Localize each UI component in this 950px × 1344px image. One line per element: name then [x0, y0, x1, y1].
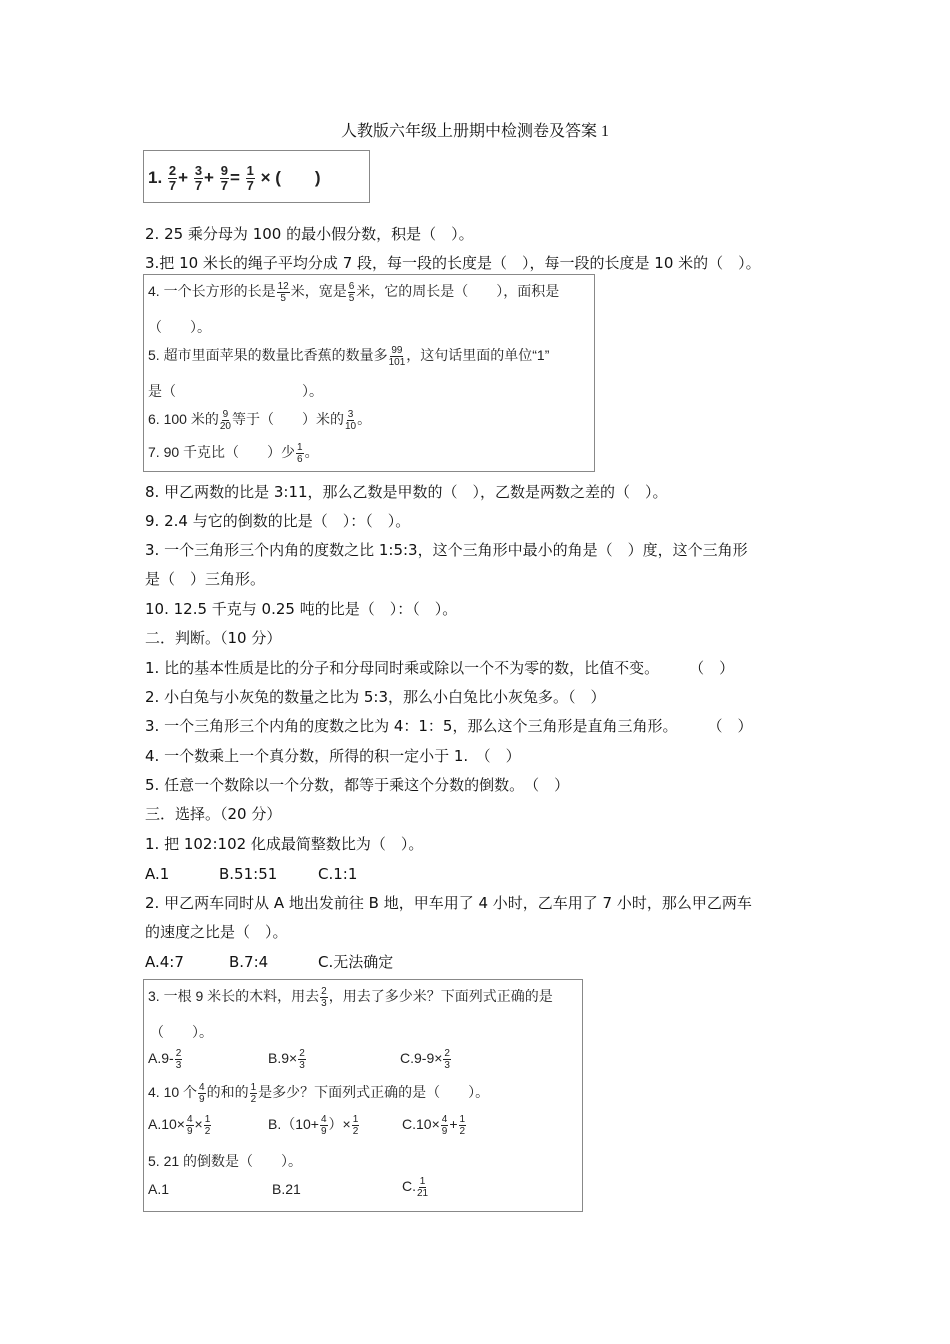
c4c-fraction-2: $\frac{1}{2}$ — [459, 1114, 466, 1137]
judge-3: 3. 一个三角形三个内角的度数之比为 4：1：5，那么这个三角形是直角三角形。 （ ） — [145, 717, 753, 735]
choice-3-continued: （ ）。 — [150, 1024, 213, 1040]
choice-4: 4. 10 个 $\frac{4}{9}$ 的和的 $\frac{1}{2}$ 是多少？下面列式正确的是（ ）。 — [148, 1082, 490, 1105]
choice-4-option-b: B.（10+ $\frac{4}{9}$ ）× $\frac{1}{2}$ — [268, 1114, 359, 1137]
choice-2-option-b: B.7:4 — [229, 953, 269, 971]
c3c-fraction: $\frac{2}{3}$ — [444, 1048, 450, 1071]
c4c-fraction-1: $\frac{4}{9}$ — [441, 1114, 448, 1137]
choice-3-option-c: C.9-9× $\frac{2}{3}$ — [400, 1048, 450, 1071]
choice-2: 2. 甲乙两车同时从 A 地出发前往 B 地，甲车用了 4 小时，乙车用了 7 小时，那么甲乙两车 — [145, 894, 752, 912]
c3a-fraction: $\frac{2}{3}$ — [175, 1048, 182, 1071]
q1-fraction-1: $\frac{2}{7}$ — [168, 163, 177, 194]
c3-fraction: $\frac{2}{3}$ — [321, 986, 327, 1009]
choice-3-option-a: A.9- $\frac{2}{3}$ — [148, 1048, 182, 1071]
choice-1: 1. 把 102:102 化成最简整数比为（ ）。 — [145, 835, 424, 853]
q1-fraction-4: $\frac{1}{7}$ — [246, 163, 254, 194]
c4a-fraction-2: $\frac{1}{2}$ — [204, 1114, 211, 1137]
question-10: 10. 12.5 千克与 0.25 吨的比是（ ）：（ ）。 — [145, 600, 458, 618]
choice-4-option-a: A.10× $\frac{4}{9}$ × $\frac{1}{2}$ — [148, 1114, 211, 1137]
question-4-continued: （ ）。 — [148, 319, 211, 335]
choice-2-option-a: A.4:7 — [145, 953, 184, 971]
question-4: 4. 一个长方形的长是 $\frac{12}{5}$ 米，宽是 $\frac{6}{5}$ 米，它的周长是（ ），面积是 — [148, 281, 560, 304]
q6-fraction-1: $\frac{9}{20}$ — [219, 409, 231, 432]
c4-fraction-2: $\frac{1}{2}$ — [250, 1082, 257, 1105]
choice-4-option-c: C.10× $\frac{4}{9}$ + $\frac{1}{2}$ — [402, 1114, 466, 1137]
judge-1: 1. 比的基本性质是比的分子和分母同时乘或除以一个不为零的数，比值不变。 （ ） — [145, 659, 735, 677]
judge-4: 4. 一个数乘上一个真分数，所得的积一定小于 1. （ ） — [145, 747, 521, 765]
judge-5: 5. 任意一个数除以一个分数，都等于乘这个分数的倒数。 （ ） — [145, 776, 570, 794]
c4-fraction-1: $\frac{4}{9}$ — [199, 1082, 205, 1105]
choice-1-option-b: B.51:51 — [219, 865, 278, 883]
choice-1-option-a: A.1 — [145, 865, 170, 883]
choice-5-option-c: C. $\frac{1}{21}$ — [402, 1176, 429, 1199]
q6-fraction-2: $\frac{3}{10}$ — [344, 409, 357, 432]
q5-fraction: $\frac{99}{101}$ — [388, 345, 406, 368]
q4-length-fraction: $\frac{12}{5}$ — [277, 281, 289, 304]
q1-number: 1. — [148, 168, 163, 187]
c3b-fraction: $\frac{2}{3}$ — [299, 1048, 305, 1071]
question-3: 3.把 10 米长的绳子平均分成 7 段，每一段的长度是（ ），每一段的长度是 10 米的（ ）。 — [145, 254, 761, 272]
section-judge-heading: 二．判断。（10 分） — [145, 629, 282, 647]
choice-5-option-b: B.21 — [272, 1181, 301, 1197]
question-7: 7. 90 千克比（ ）少 $\frac{1}{6}$ 。 — [148, 442, 319, 465]
q1-tail: × ( ) — [260, 168, 321, 187]
q1-fraction-2: $\frac{3}{7}$ — [194, 163, 203, 194]
q4-width-fraction: $\frac{6}{5}$ — [348, 281, 355, 304]
choice-3-option-b: B.9× $\frac{2}{3}$ — [268, 1048, 305, 1071]
question-5: 5. 超市里面苹果的数量比香蕉的数量多 $\frac{99}{101}$ ，这句话里面的单位“1” — [148, 345, 550, 368]
page-title: 人教版六年级上册期中检测卷及答案 1 — [340, 123, 609, 140]
c4b-fraction-2: $\frac{1}{2}$ — [352, 1114, 359, 1137]
q1-equation: 1. $\frac{2}{7}$ + $\frac{3}{7}$ + $\frac{9}{7}$ = $\frac{1}{7}$ × ( ) — [148, 163, 321, 194]
choice-5: 5. 21 的倒数是（ ）。 — [148, 1153, 303, 1169]
questions-4-7-image — [143, 274, 595, 472]
q7-fraction: $\frac{1}{6}$ — [297, 442, 303, 465]
choice-2-continued: 的速度之比是（ ）。 — [145, 923, 288, 941]
c5c-fraction: $\frac{1}{21}$ — [417, 1176, 429, 1199]
c4b-fraction-1: $\frac{4}{9}$ — [320, 1114, 327, 1137]
question-triangle-continued: 是（ ）三角形。 — [145, 570, 266, 588]
choice-2-option-c: C.无法确定 — [318, 953, 394, 971]
choice-1-option-c: C.1:1 — [318, 865, 358, 883]
choice-3: 3. 一根 9 米长的木料，用去 $\frac{2}{3}$ ，用去了多少米？下面列式正确的是 — [148, 986, 553, 1009]
question-8: 8. 甲乙两数的比是 3:11，那么乙数是甲数的（ ），乙数是两数之差的（ ）。 — [145, 483, 668, 501]
q1-fraction-3: $\frac{9}{7}$ — [220, 163, 228, 194]
c4a-fraction-1: $\frac{4}{9}$ — [186, 1114, 193, 1137]
question-triangle: 3. 一个三角形三个内角的度数之比 1:5:3，这个三角形中最小的角是（ ）度，这个三角形 — [145, 541, 748, 559]
question-9: 9. 2.4 与它的倒数的比是（ ）：（ ）。 — [145, 512, 411, 530]
judge-2: 2. 小白兔与小灰兔的数量之比为 5:3，那么小白兔比小灰兔多。（ ） — [145, 688, 606, 706]
choices-3-5-image — [143, 979, 583, 1212]
choice-5-option-a: A.1 — [148, 1181, 170, 1197]
question-5-continued: 是（ ）。 — [148, 383, 323, 399]
question-6: 6. 100 米的 $\frac{9}{20}$ 等于（ ）米的 $\frac{3}{10}$ 。 — [148, 409, 372, 432]
q1-image — [143, 150, 370, 203]
section-choice-heading: 三．选择。（20 分） — [145, 805, 282, 823]
question-2: 2. 25 乘分母为 100 的最小假分数，积是（ ）。 — [145, 225, 474, 243]
